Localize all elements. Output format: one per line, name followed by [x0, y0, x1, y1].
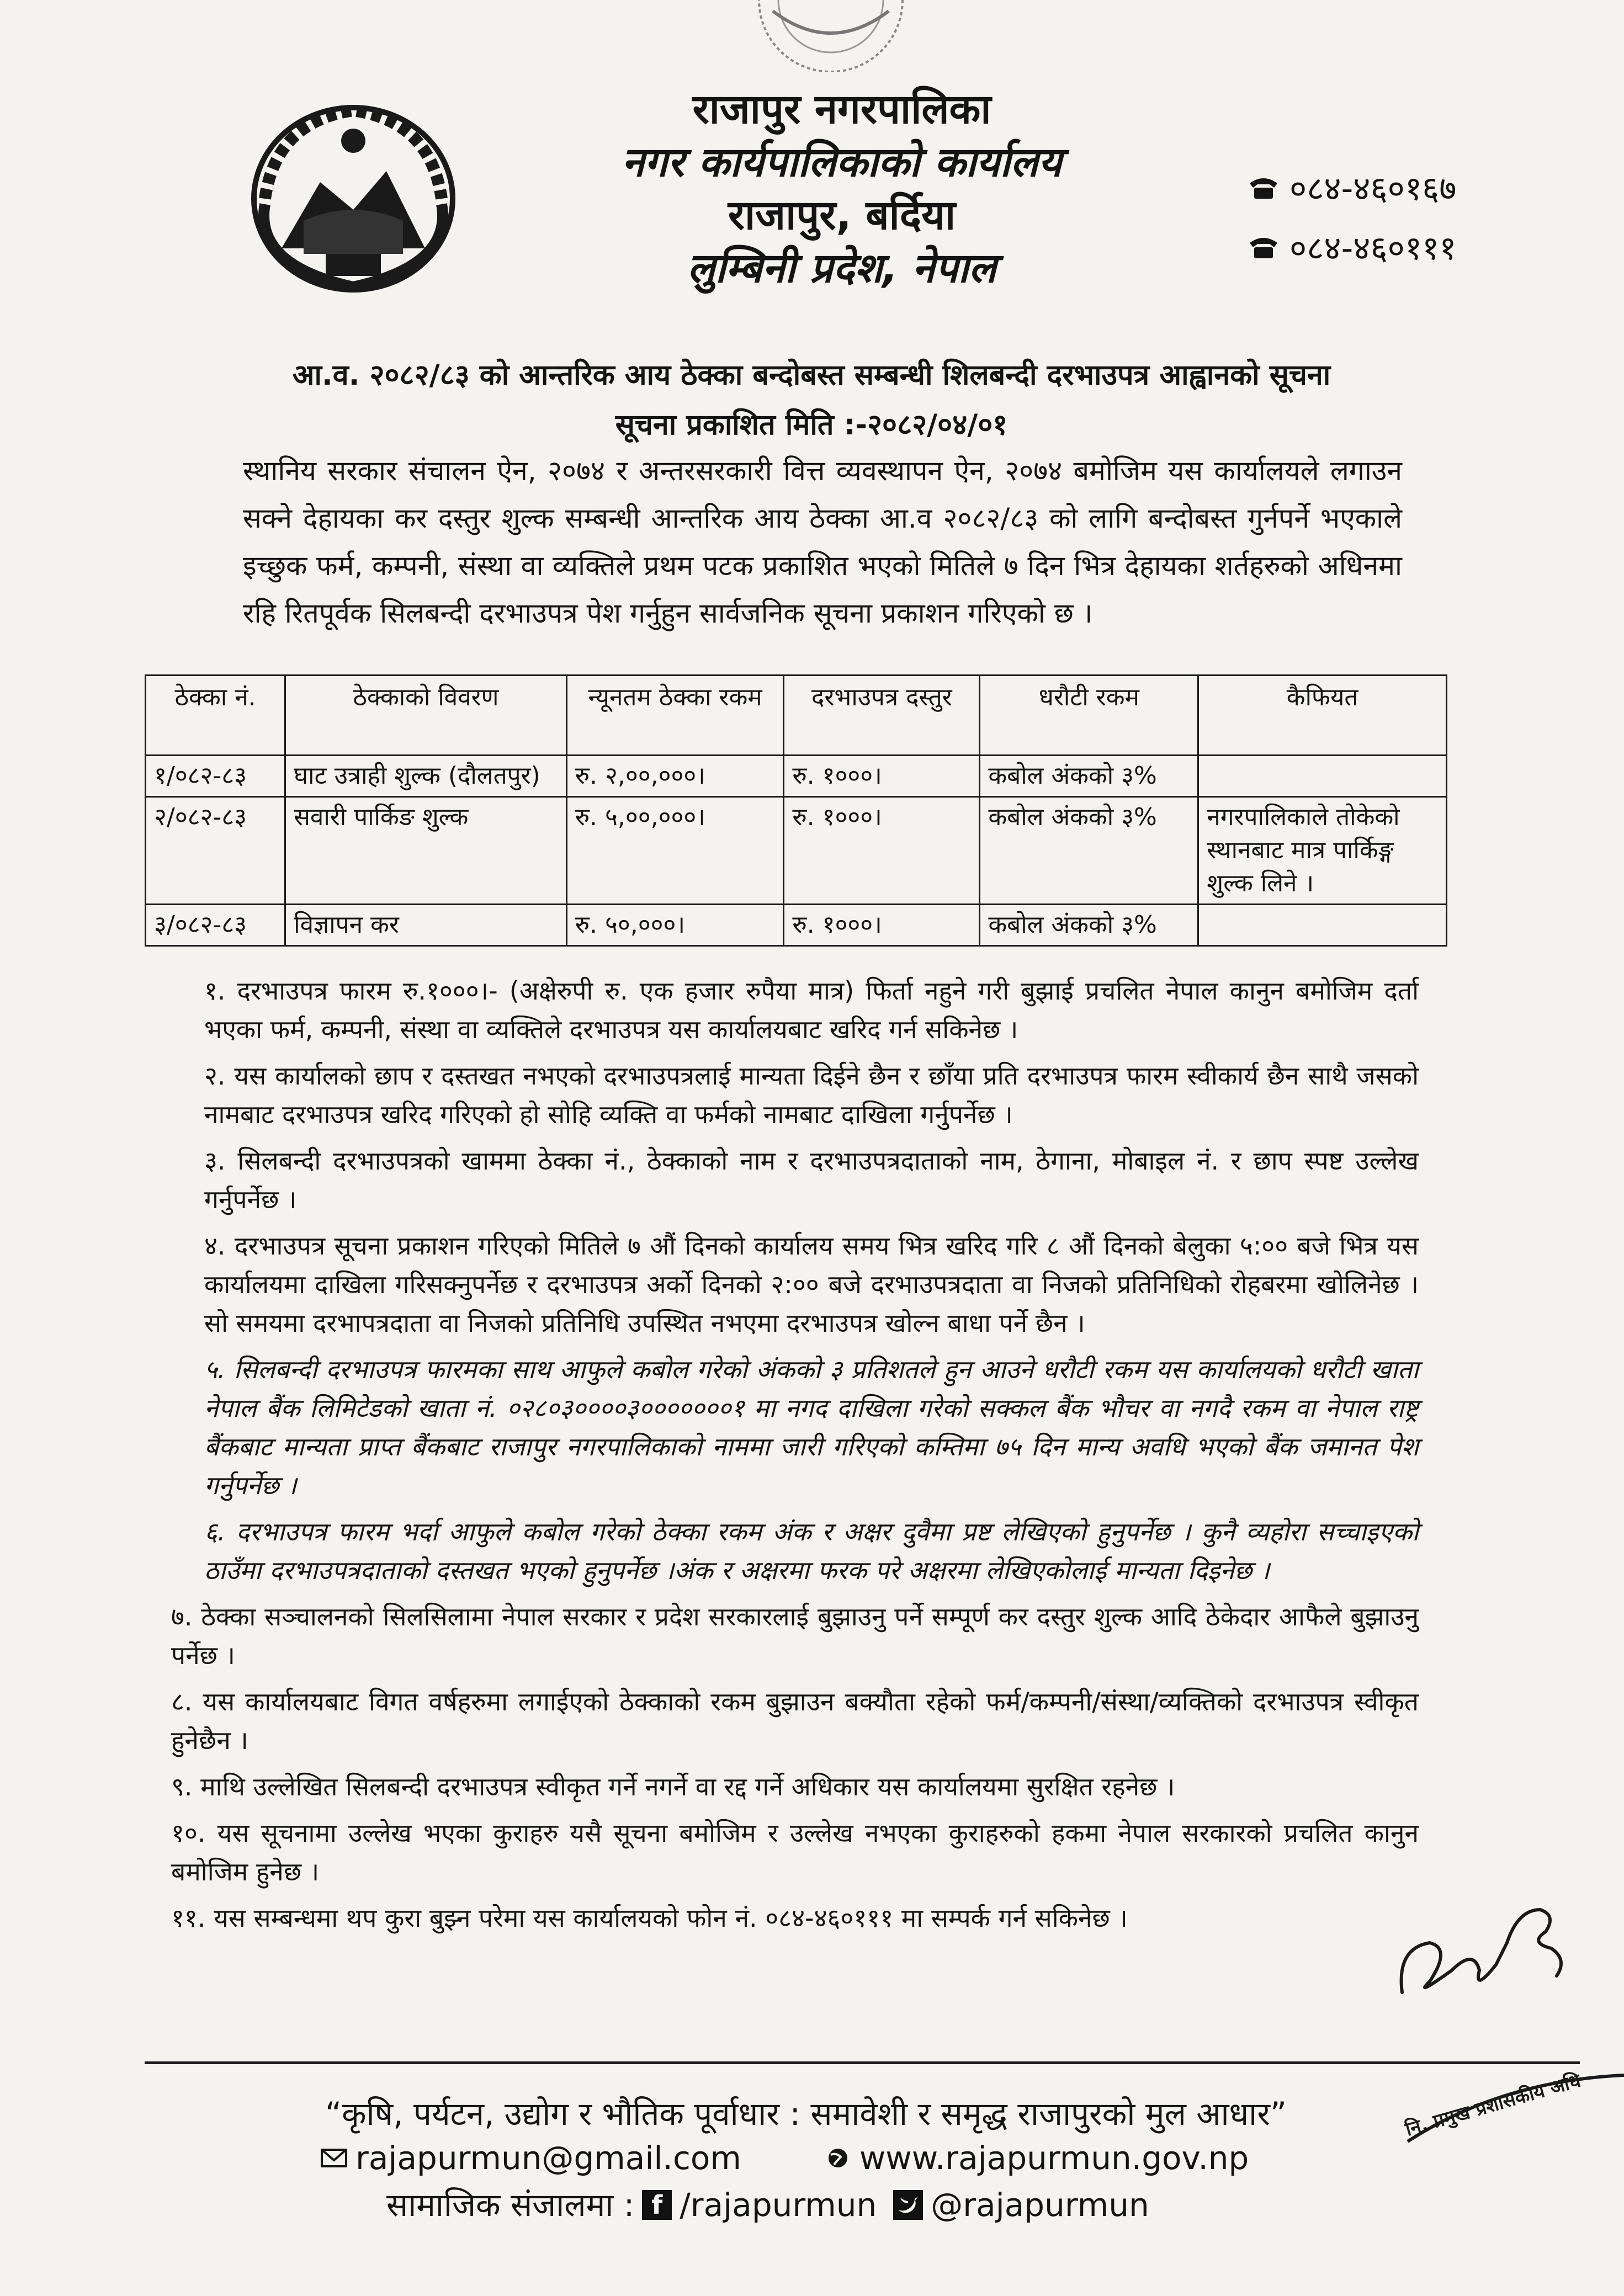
table-cell: रु. २,००,०००।	[566, 756, 784, 797]
table-row	[146, 905, 1447, 946]
condition-item: १. दरभाउपत्र फारम रु.१०००।- (अक्षेरुपी रु. एक हजार रुपैया मात्र) फिर्ता नहुने गरी बुझाई प्रचलित नेपाल कानुन बमोजिम दर्ता भएका फर्म, कम्पनी, संस्था वा व्यक्तिले दरभाउपत्र यस कार्यालयबाट खरिद गर्न सकिनेछ ।	[204, 976, 1419, 1044]
email-icon	[320, 2147, 348, 2169]
column-header: ठेक्काको विवरण	[285, 676, 567, 756]
condition-item: ५. सिलबन्दी दरभाउपत्र फारमका साथ आफुले कबोल गरेको अंकको ३ प्रतिशतले हुन आउने धरौटी रकम यस कार्यालयको धरौटी खाता नेपाल बैंक लिमिटेडको खाता नं. ०२८०३००००३०००००००१ मा नगद दाखिला गरेको सक्कल बैंक भौचर वा नगदै रकम वा नेपाल राष्ट्र बैंकबाट मान्यता प्राप्त बैंकबाट राजापुर नगरपालिकाको नाममा जारी गरिएको कम्तिमा ७५ दिन मान्य अवधि भएको बैंक जमानत पेश गर्नुपर्नेछ ।	[204, 1354, 1419, 1500]
intro-paragraph: स्थानिय सरकार संचालन ऐन, २०७४ र अन्तरसरकारी वित्त व्यवस्थापन ऐन, २०७४ बमोजिम यस कार्यालयले लगाउन सक्ने देहायका कर दस्तुर शुल्क सम्बन्धी आन्तरिक आय ठेक्का आ.व २०८२/८३ को लागि बन्दोबस्त गुर्नपर्ने भएकाले इच्छुक फर्म, कम्पनी, संस्था वा व्यक्तिले प्रथम पटक प्रकाशित भएको मितिले ७ दिन भित्र देहायका शर्तहरुको अधिनमा रहि रितपूर्वक सिलबन्दी दरभाउपत्र पेश गर्नुहुन सार्वजनिक सूचना प्रकाशन गरिएको छ ।	[243, 455, 1402, 629]
table-row	[146, 756, 1447, 797]
column-header: धरौटी रकम	[980, 676, 1198, 756]
condition-item: ११. यस सम्बन्धमा थप कुरा बुझ्न परेमा यस कार्यालयको फोन नं. ०८४-४६०१११ मा सम्पर्क गर्न सकिनेछ ।	[171, 1903, 1128, 1933]
table-cell: रु. ५,००,०००।	[566, 797, 784, 905]
table-cell: घाट उत्राही शुल्क (दौलतपुर)	[285, 756, 567, 797]
table-cell: नगरपालिकाले तोकेको स्थानबाट मात्र पार्किङ्ग शुल्क लिने ।	[1198, 797, 1447, 905]
condition-item: १०. यस सूचनामा उल्लेख भएका कुराहरु यसै सूचना बमोजिम र उल्लेख नभएका कुराहरुको हकमा नेपाल सरकारको प्रचलित कानुन बमोजिम हुनेछ ।	[171, 1818, 1419, 1886]
condition-item: ९. माथि उल्लेखित सिलबन्दी दरभाउपत्र स्वीकृत गर्ने नगर्ने वा रद्द गर्ने अधिकार यस कार्यालयमा सुरक्षित रहनेछ ।	[171, 1772, 1175, 1801]
table-cell: कबोल अंकको ३%	[980, 756, 1198, 797]
table-cell: रु. १०००।	[784, 797, 980, 905]
province-country: लुम्बिनी प्रदेश, नेपाल	[687, 245, 996, 292]
phone-icon	[1248, 174, 1280, 200]
conditions-list	[171, 971, 1419, 1945]
phone-number: ०८४-४६०१६७	[1289, 169, 1457, 208]
facebook-icon: f	[642, 2190, 672, 2220]
table-cell: १/०८२-८३	[146, 756, 285, 797]
table-row	[146, 797, 1447, 905]
table-cell: कबोल अंकको ३%	[980, 905, 1198, 946]
phone-entry	[1248, 217, 1501, 277]
phone-list	[1248, 157, 1501, 277]
globe-icon	[824, 2147, 852, 2169]
condition-item: ८. यस कार्यालयबाट विगत वर्षहरुमा लगाईएको ठेक्काको रकम बुझाउन बक्यौता रहेको फर्म/कम्पनी/संस्था/व्यक्तिको दरभाउपत्र स्वीकृत हुनेछैन ।	[171, 1687, 1419, 1755]
social-row	[386, 2183, 1380, 2227]
table-cell: सवारी पार्किङ शुल्क	[285, 797, 567, 905]
footer-divider	[145, 2061, 1580, 2064]
social-label: सामाजिक संजालमा :	[386, 2186, 635, 2224]
table-cell: ३/०८२-८३	[146, 905, 285, 946]
office-stamp-top	[740, 0, 922, 72]
office-address: राजापुर, बर्दिया	[728, 192, 956, 239]
website-contact	[824, 2136, 1249, 2180]
phone-entry	[1248, 157, 1501, 217]
twitter-icon	[893, 2190, 923, 2220]
table-cell	[1198, 905, 1447, 946]
column-header: न्यूनतम ठेक्का रकम	[566, 676, 784, 756]
column-header: दरभाउपत्र दस्तुर	[784, 676, 980, 756]
table-cell	[1198, 756, 1447, 797]
condition-item: ४. दरभाउपत्र सूचना प्रकाशन गरिएको मितिले ७ औं दिनको कार्यालय समय भित्र खरिद गरि ८ औं दिनको बेलुका ५:०० बजे भित्र यस कार्यालयमा दाखिला गरिसक्नुपर्नेछ र दरभाउपत्र अर्को दिनको २:०० बजे दरभाउपत्रदाता वा निजको प्रतिनिधिको रोहबरमा खोलिनेछ । सो समयमा दरभापत्रदाता वा निजको प्रतिनिधि उपस्थित नभएमा दरभाउपत्र खोल्न बाधा पर्ने छैन ।	[204, 1231, 1419, 1338]
table-header-row	[146, 676, 1447, 756]
table-cell: रु. १०००।	[784, 905, 980, 946]
condition-item: २. यस कार्यालको छाप र दस्तखत नभएको दरभाउपत्रलाई मान्यता दिईने छैन र छाँया प्रति दरभाउपत्र फारम स्वीकार्य छैन साथै जसको नामबाट दरभाउपत्र खरिद गरिएको हो सोहि व्यक्ति वा फर्मको नामबाट दाखिला गर्नुपर्नेछ ।	[204, 1061, 1419, 1129]
contract-table	[145, 674, 1447, 947]
phone-icon	[1248, 234, 1280, 259]
contact-row	[320, 2136, 1369, 2180]
condition-item: ७. ठेक्का सञ्चालनको सिलसिलामा नेपाल सरकार र प्रदेश सरकारलाई बुझाउनु पर्ने सम्पूर्ण कर दस्तुर शुल्क आदि ठेकेदार आफैले बुझाउनु पर्नेछ ।	[171, 1602, 1419, 1670]
email-address[interactable]: rajapurmun@gmail.com	[355, 2139, 741, 2177]
facebook-handle[interactable]: /rajapurmun	[680, 2186, 877, 2224]
svg-text:नि. प्रमुख प्रशासकीय अधि: नि. प्रमुख प्रशासकीय अधि	[1403, 2070, 1583, 2141]
column-header: ठेक्का नं.	[146, 676, 285, 756]
publish-date: सूचना प्रकाशित मिति :-२०८२/०४/०१	[615, 408, 1008, 442]
footer-slogan: “कृषि, पर्यटन, उद्योग र भौतिक पूर्वाधार : समावेशी र समृद्ध राजापुरको मुल आधार”	[325, 2095, 1287, 2133]
table-cell: रु. १०००।	[784, 756, 980, 797]
office-name: नगर कार्यपालिकाको कार्यालय	[622, 139, 1062, 186]
twitter-handle[interactable]: @rajapurmun	[931, 2186, 1149, 2224]
website-url[interactable]: www.rajapurmun.gov.np	[859, 2139, 1249, 2177]
signature	[1391, 1888, 1573, 2009]
email-contact	[320, 2136, 741, 2180]
condition-item: ३. सिलबन्दी दरभाउपत्रको खाममा ठेक्का नं., ठेक्काको नाम र दरभाउपत्रदाताको नाम, ठेगाना, मोबाइल नं. र छाप स्पष्ट उल्लेख गर्नुपर्नेछ ।	[204, 1146, 1419, 1214]
condition-item: ६. दरभाउपत्र फारम भर्दा आफुले कबोल गरेको ठेक्का रकम अंक र अक्षर दुवैमा प्रष्ट लेखिएको हुनुपर्नेछ । कुनै व्यहोरा सच्चाइएको ठाउँमा दरभाउपत्रदाताको दस्तखत भएको हुनुपर्नेछ ।अंक र अक्षरमा फरक परे अक्षरमा लेखिएकोलाई मान्यता दिइनेछ ।	[204, 1517, 1419, 1585]
table-cell: २/०८२-८३	[146, 797, 285, 905]
letterhead	[552, 83, 1132, 295]
table-cell: विज्ञापन कर	[285, 905, 567, 946]
notice-title: आ.व. २०८२/८३ को आन्तरिक आय ठेक्का बन्दोबस्त सम्बन्धी शिलबन्दी दरभाउपत्र आह्वानको सूचना	[292, 359, 1331, 392]
phone-number: ०८४-४६०१११	[1289, 229, 1457, 268]
municipality-name: राजापुर नगरपालिका	[692, 86, 991, 133]
column-header: कैफियत	[1198, 676, 1447, 756]
office-stamp-corner	[1402, 2070, 1624, 2147]
table-cell: रु. ५०,०००।	[566, 905, 784, 946]
table-cell: कबोल अंकको ३%	[980, 797, 1198, 905]
emblem-icon	[243, 88, 464, 298]
